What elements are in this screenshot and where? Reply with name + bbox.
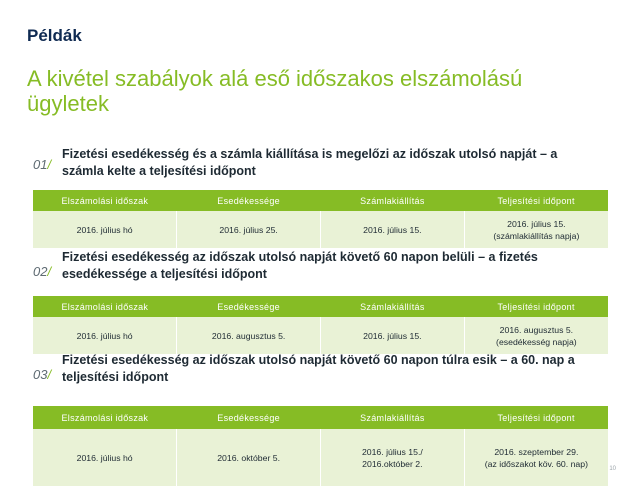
table-cell: 2016. október 5. [177, 429, 321, 486]
column-header: Számlakiállítás [321, 406, 465, 429]
table-cell: 2016. július hó [33, 429, 177, 486]
page-title: A kivétel szabályok alá eső időszakos elszámolású ügyletek [27, 66, 523, 116]
example-table [33, 296, 608, 354]
table-cell: 2016. augusztus 5. [177, 317, 321, 354]
column-header: Esedékessége [177, 296, 321, 317]
column-header: Elszámolási időszak [33, 190, 177, 211]
column-header: Esedékessége [177, 406, 321, 429]
table-header-row [33, 296, 608, 317]
table-cell: 2016. szeptember 29. (az időszakot köv. 60. nap) [464, 429, 608, 486]
column-header: Számlakiállítás [321, 190, 465, 211]
column-header: Elszámolási időszak [33, 406, 177, 429]
table-cell: 2016. július 15. [321, 317, 465, 354]
table-cell: 2016. július hó [33, 211, 177, 248]
table-cell: 2016. július hó [33, 317, 177, 354]
example-description: Fizetési esedékesség és a számla kiállítása is megelőzi az időszak utolsó napját – a számla kelte a teljesítési időpont [62, 147, 558, 178]
example-table [33, 190, 608, 248]
page-number: 10 [609, 466, 616, 472]
table-header-row [33, 406, 608, 429]
table-row [33, 211, 608, 248]
table-row [33, 317, 608, 354]
column-header: Esedékessége [177, 190, 321, 211]
table-row [33, 429, 608, 486]
table-cell: 2016. július 15./ 2016.október 2. [321, 429, 465, 486]
table-cell: 2016. július 15. (számlakiállítás napja) [464, 211, 608, 248]
column-header: Elszámolási időszak [33, 296, 177, 317]
column-header: Teljesítési időpont [464, 406, 608, 429]
table-cell: 2016. július 25. [177, 211, 321, 248]
column-header: Teljesítési időpont [464, 296, 608, 317]
section-heading: Példák [27, 26, 82, 45]
example-number: 03/ [33, 367, 52, 382]
table-cell: 2016. július 15. [321, 211, 465, 248]
example-number: 01/ [33, 157, 52, 172]
column-header: Számlakiállítás [321, 296, 465, 317]
column-header: Teljesítési időpont [464, 190, 608, 211]
table-header-row [33, 190, 608, 211]
example-description: Fizetési esedékesség az időszak utolsó napját követő 60 napon túlra esik – a 60. nap a teljesítési időpont [62, 353, 575, 384]
example-table [33, 406, 608, 486]
example-number: 02/ [33, 264, 52, 279]
example-description: Fizetési esedékesség az időszak utolsó napját követő 60 napon belüli – a fizetés esedékessége a teljesítési időpont [62, 250, 538, 281]
table-cell: 2016. augusztus 5. (esedékesség napja) [464, 317, 608, 354]
